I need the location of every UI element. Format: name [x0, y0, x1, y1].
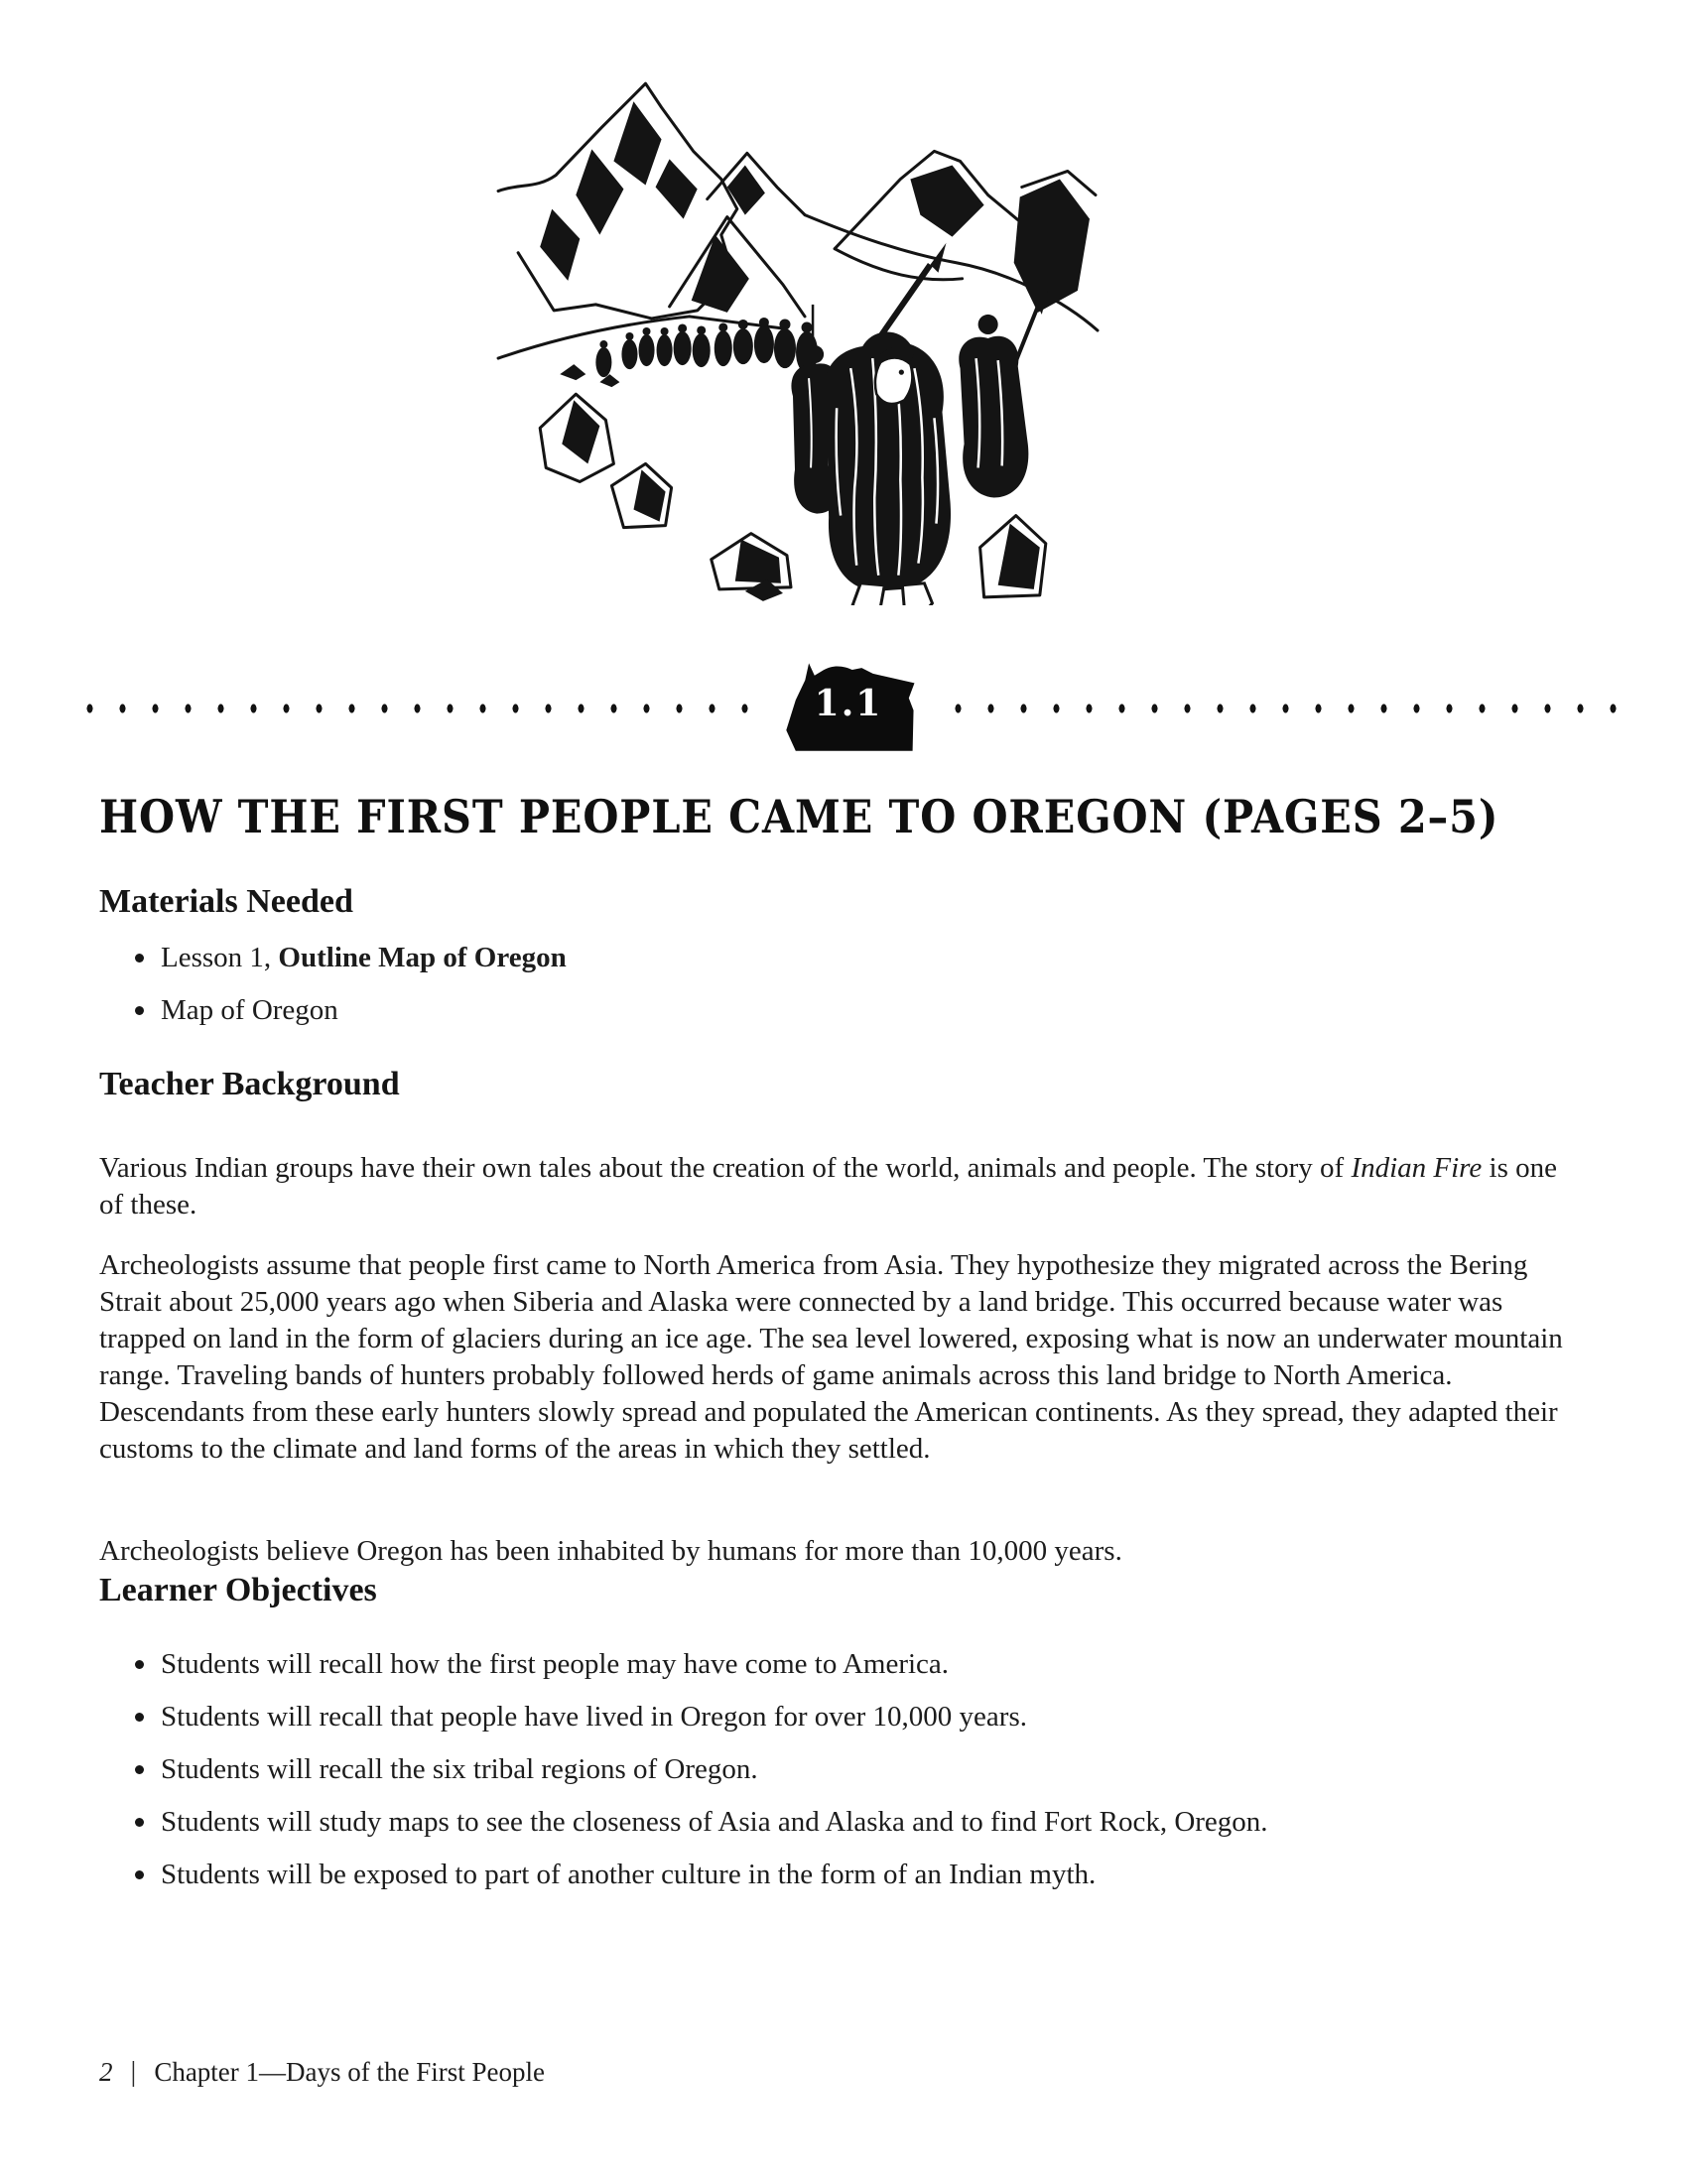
teacher-background-heading: Teacher Background [99, 1066, 400, 1102]
divider-dots-right [942, 701, 1624, 716]
list-item [131, 939, 1560, 976]
lesson-number: 1.1 [814, 683, 883, 724]
objective-2: Students will recall that people have lived in Oregon for over 10,000 years. [161, 1701, 1027, 1733]
materials-heading: Materials Needed [99, 883, 353, 920]
list-item [131, 991, 1560, 1029]
bullet-icon [135, 1660, 144, 1669]
materials-item-2: Map of Oregon [161, 994, 338, 1026]
p1-text-before: Various Indian groups have their own tales about the creation of the world, animals and people. The story of [99, 1152, 1352, 1184]
list-item [131, 1750, 1560, 1788]
objective-4: Students will study maps to see the closeness of Asia and Alaska and to find Fort Rock, Oregon. [161, 1806, 1268, 1838]
bullet-icon [135, 954, 144, 963]
teacher-background-paragraph-1 [99, 1150, 1566, 1223]
bullet-icon [135, 1713, 144, 1722]
p1-italic-title: Indian Fire [1351, 1152, 1483, 1184]
page-number: 2 [99, 2057, 113, 2087]
mountains-hunters-drawing [484, 67, 1102, 605]
list-item [131, 1698, 1560, 1735]
bullet-icon [135, 1006, 144, 1015]
lead-hunter-figure [825, 243, 951, 605]
page-footer [99, 2056, 545, 2089]
p1-text-after: is one of these. [99, 1152, 1557, 1220]
bullet-icon [135, 1818, 144, 1827]
lesson-badge [773, 659, 924, 758]
illustration-first-people [484, 67, 1102, 605]
materials-list [131, 939, 1560, 1044]
page-title: HOW THE FIRST PEOPLE CAME TO OREGON (PAGES 2–5) [99, 790, 1499, 843]
bullet-icon [135, 1765, 144, 1774]
section-divider [73, 659, 1624, 758]
materials-item-1-bold: Outline Map of Oregon [278, 942, 567, 973]
list-item [131, 1803, 1560, 1841]
divider-dots-left [73, 701, 755, 716]
chapter-title: Chapter 1—Days of the First People [154, 2057, 546, 2087]
companion-right [959, 291, 1048, 498]
caravan-figures [595, 318, 818, 377]
teacher-background-paragraph-3: Archeologists believe Oregon has been inhabited by humans for more than 10,000 years. [99, 1535, 1122, 1567]
learner-objectives-heading: Learner Objectives [99, 1572, 377, 1608]
learner-objectives-list [131, 1645, 1560, 1908]
footer-separator: | [130, 2056, 137, 2088]
list-item [131, 1856, 1560, 1893]
bullet-icon [135, 1870, 144, 1879]
objective-3: Students will recall the six tribal regions of Oregon. [161, 1753, 758, 1785]
objective-5: Students will be exposed to part of another culture in the form of an Indian myth. [161, 1859, 1097, 1890]
materials-item-1-prefix: Lesson 1, [161, 942, 279, 973]
list-item [131, 1645, 1560, 1683]
objective-1: Students will recall how the first people may have come to America. [161, 1648, 950, 1680]
teacher-background-paragraph-2: Archeologists assume that people first came to North America from Asia. They hypothesize they migrated across the Bering Strait about 25,000 years ago when Siberia and Alaska were connected by a land bridge. This occurred because water was trapped on land in the form of glaciers during an ice age. The sea level lowered, exposing what is now an underwater mountain range. Traveling bands of hunters probably followed herds of game animals across this land bridge to North America. Descendants from these early hunters slowly spread and populated the American continents. As they spread, they adapted their customs to the climate and land forms of the areas in which they settled. [99, 1249, 1563, 1465]
